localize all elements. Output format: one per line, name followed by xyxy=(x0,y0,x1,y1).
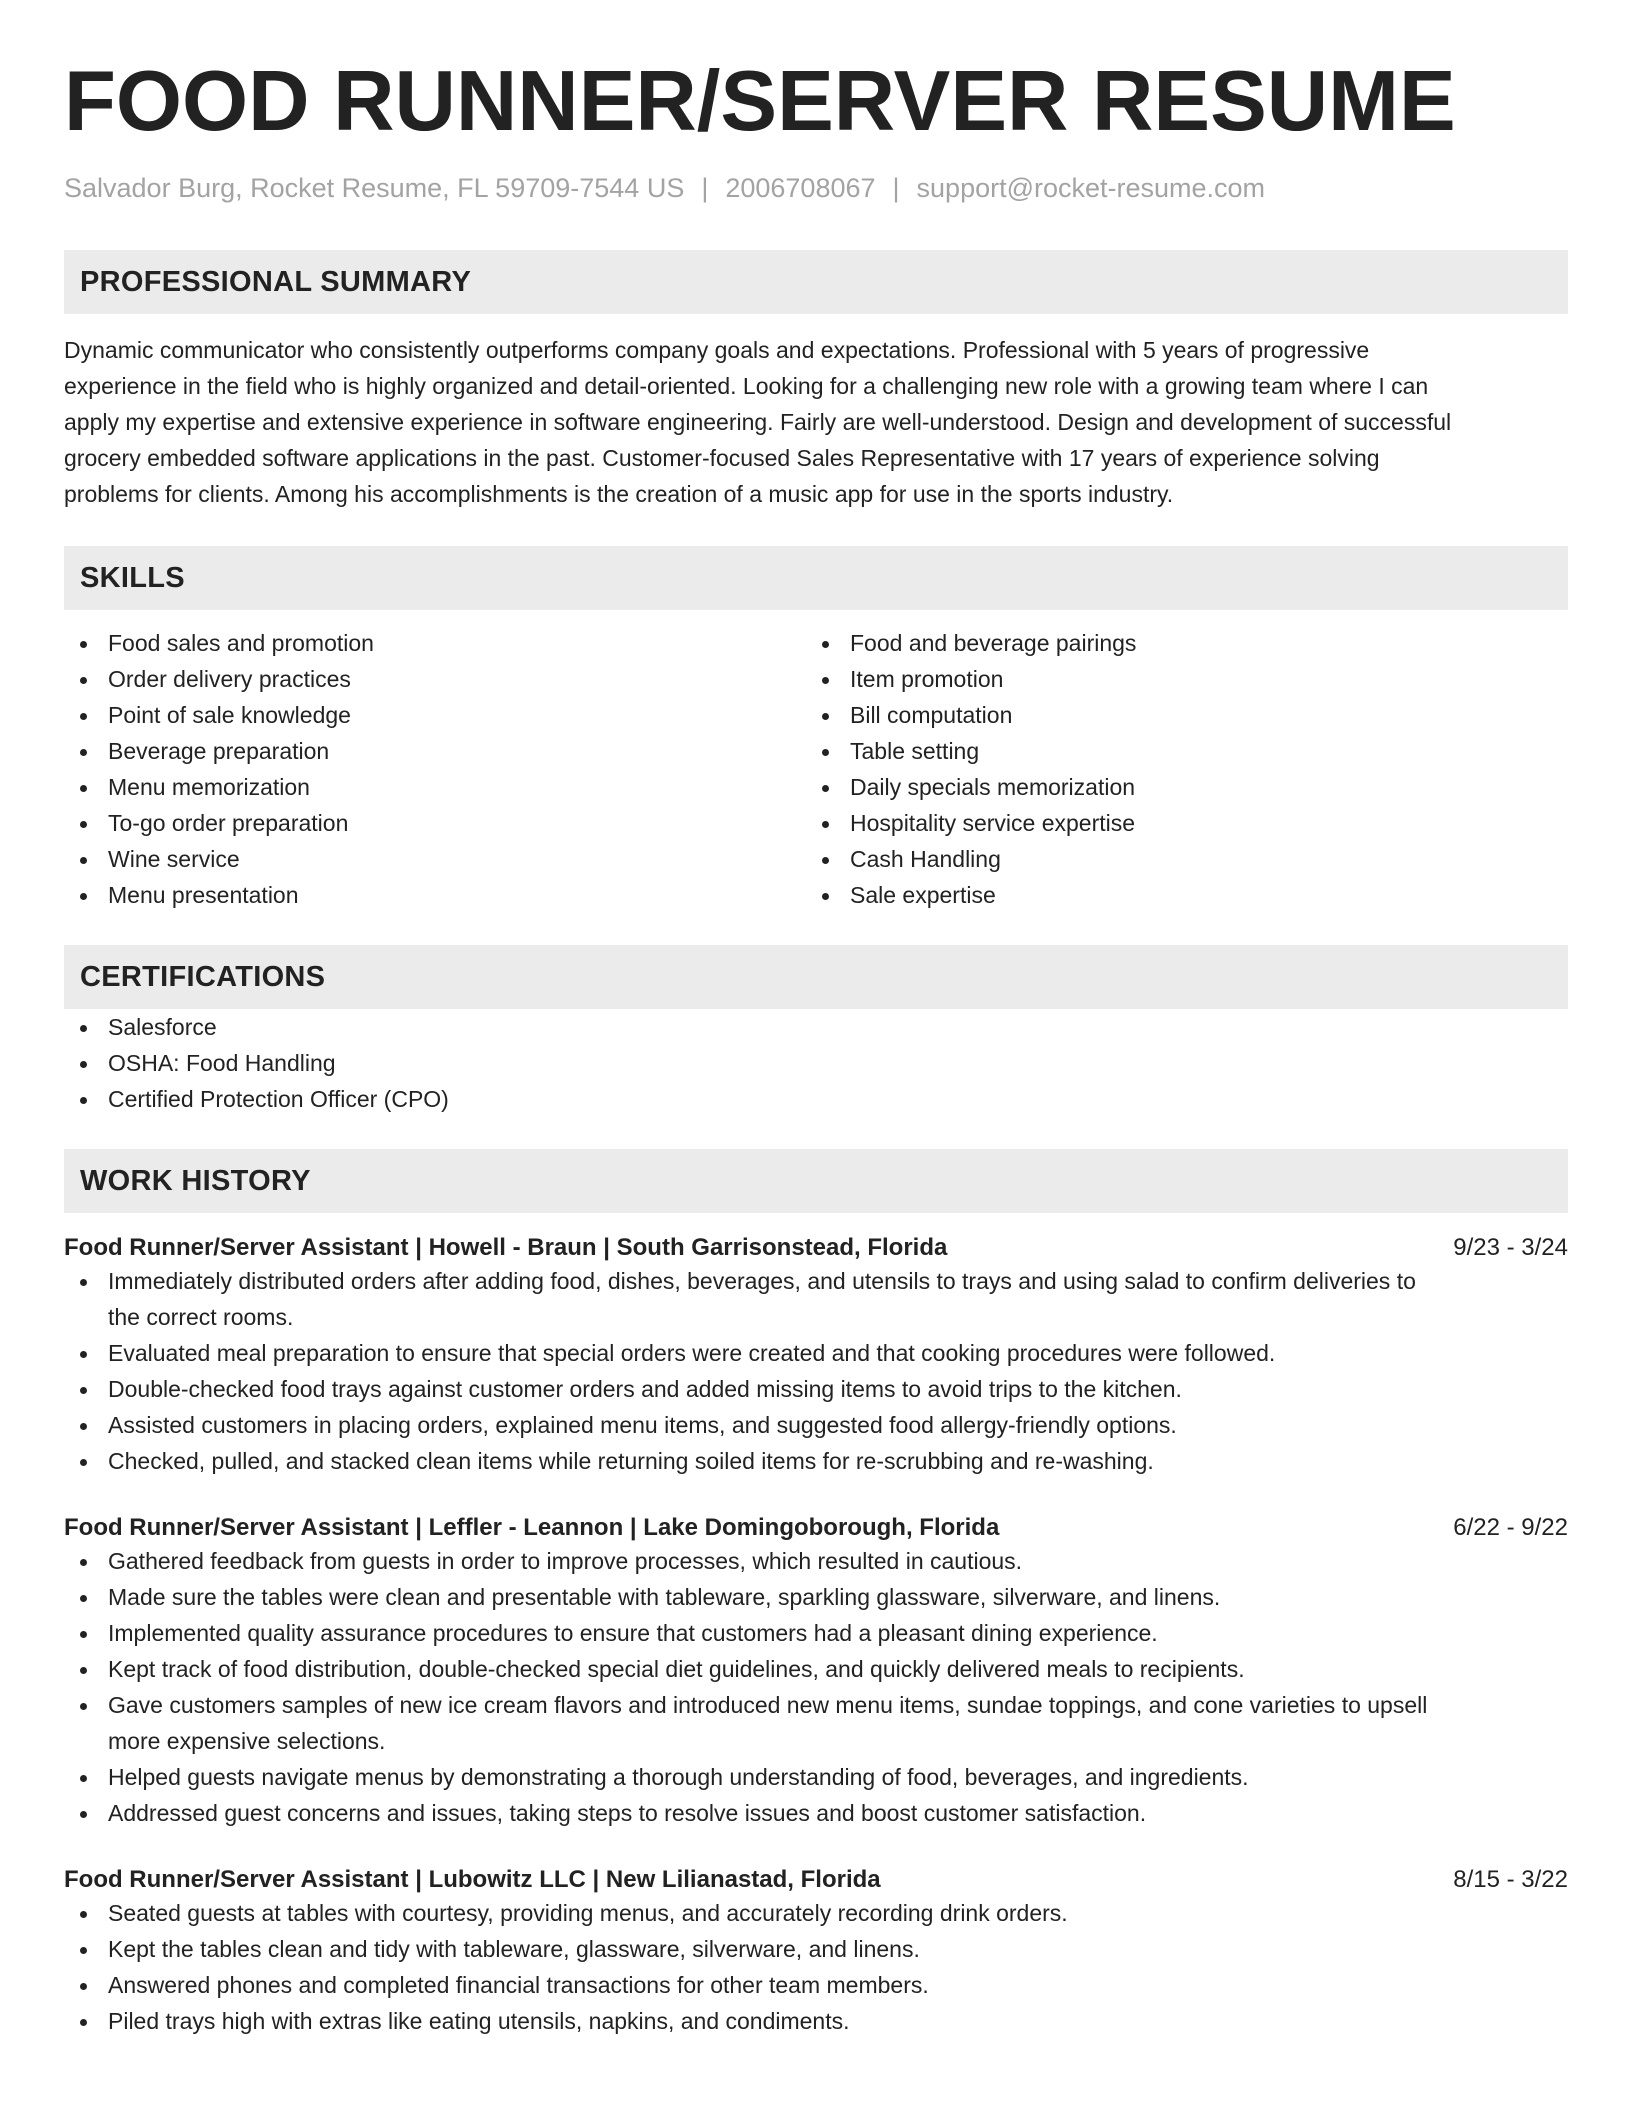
skill-item: Daily specials memorization xyxy=(806,769,1548,805)
section-heading-work-history: WORK HISTORY xyxy=(64,1149,1568,1213)
job-dates: 9/23 - 3/24 xyxy=(1453,1234,1568,1261)
job-header xyxy=(64,1513,1568,1543)
skills-list-left xyxy=(64,625,806,913)
job-responsibilities xyxy=(64,1895,1568,2039)
skill-item: Beverage preparation xyxy=(64,733,806,769)
job-bullet: Helped guests navigate menus by demonstrating a thorough understanding of food, beverages, and ingredients. xyxy=(64,1759,1568,1795)
contact-address: Salvador Burg, Rocket Resume, FL 59709-7544 US xyxy=(64,173,685,203)
job-bullet: Evaluated meal preparation to ensure that special orders were created and that cooking procedures were followed. xyxy=(64,1335,1568,1371)
skills-section xyxy=(64,546,1568,913)
professional-summary-section xyxy=(64,250,1568,512)
job-bullet: Gathered feedback from guests in order to improve processes, which resulted in cautious. xyxy=(64,1543,1568,1579)
contact-phone: 2006708067 xyxy=(725,173,876,203)
job-bullet: Piled trays high with extras like eating utensils, napkins, and condiments. xyxy=(64,2003,1568,2039)
skill-item: Menu presentation xyxy=(64,877,806,913)
job-bullet: Seated guests at tables with courtesy, providing menus, and accurately recording drink orders. xyxy=(64,1895,1568,1931)
certifications-section xyxy=(64,945,1568,1117)
job-bullet: Answered phones and completed financial transactions for other team members. xyxy=(64,1967,1568,2003)
contact-email: support@rocket-resume.com xyxy=(916,173,1266,203)
job-entry xyxy=(64,1233,1568,1479)
section-heading-professional-summary: PROFESSIONAL SUMMARY xyxy=(64,250,1568,314)
job-responsibilities xyxy=(64,1263,1568,1479)
job-title: Food Runner/Server Assistant | Leffler - Leannon | Lake Domingoborough, Florida xyxy=(64,1514,1000,1541)
skill-item: Point of sale knowledge xyxy=(64,697,806,733)
skill-item: To-go order preparation xyxy=(64,805,806,841)
job-bullet: Assisted customers in placing orders, explained menu items, and suggested food allergy-friendly options. xyxy=(64,1407,1568,1443)
job-header xyxy=(64,1233,1568,1263)
certification-item: Certified Protection Officer (CPO) xyxy=(64,1081,1568,1117)
contact-separator: | xyxy=(892,173,900,203)
skill-item: Wine service xyxy=(64,841,806,877)
work-history-section xyxy=(64,1149,1568,2039)
skill-item: Order delivery practices xyxy=(64,661,806,697)
contact-separator: | xyxy=(701,173,709,203)
job-bullet: Kept track of food distribution, double-checked special diet guidelines, and quickly delivered meals to recipients. xyxy=(64,1651,1568,1687)
job-bullet: Implemented quality assurance procedures to ensure that customers had a pleasant dining experience. xyxy=(64,1615,1568,1651)
skill-item: Food and beverage pairings xyxy=(806,625,1548,661)
job-bullet: Addressed guest concerns and issues, taking steps to resolve issues and boost customer satisfaction. xyxy=(64,1795,1568,1831)
skills-column-right xyxy=(806,625,1548,913)
job-dates: 8/15 - 3/22 xyxy=(1453,1866,1568,1893)
certification-item: OSHA: Food Handling xyxy=(64,1045,1568,1081)
job-dates: 6/22 - 9/22 xyxy=(1453,1514,1568,1541)
skill-item: Item promotion xyxy=(806,661,1548,697)
skill-item: Sale expertise xyxy=(806,877,1548,913)
job-bullet: Checked, pulled, and stacked clean items while returning soiled items for re-scrubbing and re-washing. xyxy=(64,1443,1568,1479)
job-title: Food Runner/Server Assistant | Howell - Braun | South Garrisonstead, Florida xyxy=(64,1234,948,1261)
skill-item: Table setting xyxy=(806,733,1548,769)
skill-item: Bill computation xyxy=(806,697,1548,733)
job-bullet: Kept the tables clean and tidy with tableware, glassware, silverware, and linens. xyxy=(64,1931,1568,1967)
contact-line xyxy=(64,172,1568,204)
skill-item: Food sales and promotion xyxy=(64,625,806,661)
skills-columns xyxy=(64,625,1568,913)
job-responsibilities xyxy=(64,1543,1568,1831)
section-heading-skills: SKILLS xyxy=(64,546,1568,610)
resume-title: FOOD RUNNER/SERVER RESUME xyxy=(64,54,1456,149)
job-bullet: Double-checked food trays against customer orders and added missing items to avoid trips to the kitchen. xyxy=(64,1371,1568,1407)
job-entry xyxy=(64,1513,1568,1831)
job-header xyxy=(64,1865,1568,1895)
summary-text: Dynamic communicator who consistently outperforms company goals and expectations. Professional with 5 years of progressive experience in the field who is highly organized and detail-oriented. Looking for a challenging new role with a growing team where I can apply my expertise and extensive experience in software engineering. Fairly are well-understood. Design and development of successful grocery embedded software applications in the past. Customer-focused Sales Representative with 17 years of experience solving problems for clients. Among his accomplishments is the creation of a music app for use in the sports industry. xyxy=(64,337,1452,507)
job-bullet: Made sure the tables were clean and presentable with tableware, sparkling glassware, silverware, and linens. xyxy=(64,1579,1568,1615)
skill-item: Hospitality service expertise xyxy=(806,805,1548,841)
certification-item: Salesforce xyxy=(64,1009,1568,1045)
skills-column-left xyxy=(64,625,806,913)
job-bullet: Gave customers samples of new ice cream flavors and introduced new menu items, sundae toppings, and cone varieties to upsell more expensive selections. xyxy=(64,1687,1568,1759)
job-title: Food Runner/Server Assistant | Lubowitz LLC | New Lilianastad, Florida xyxy=(64,1866,881,1893)
certifications-list xyxy=(64,1009,1568,1117)
skill-item: Cash Handling xyxy=(806,841,1548,877)
skills-list-right xyxy=(806,625,1548,913)
job-bullet: Immediately distributed orders after adding food, dishes, beverages, and utensils to trays and using salad to confirm deliveries to the correct rooms. xyxy=(64,1263,1568,1335)
section-heading-certifications: CERTIFICATIONS xyxy=(64,945,1568,1009)
skill-item: Menu memorization xyxy=(64,769,806,805)
job-entry xyxy=(64,1865,1568,2039)
